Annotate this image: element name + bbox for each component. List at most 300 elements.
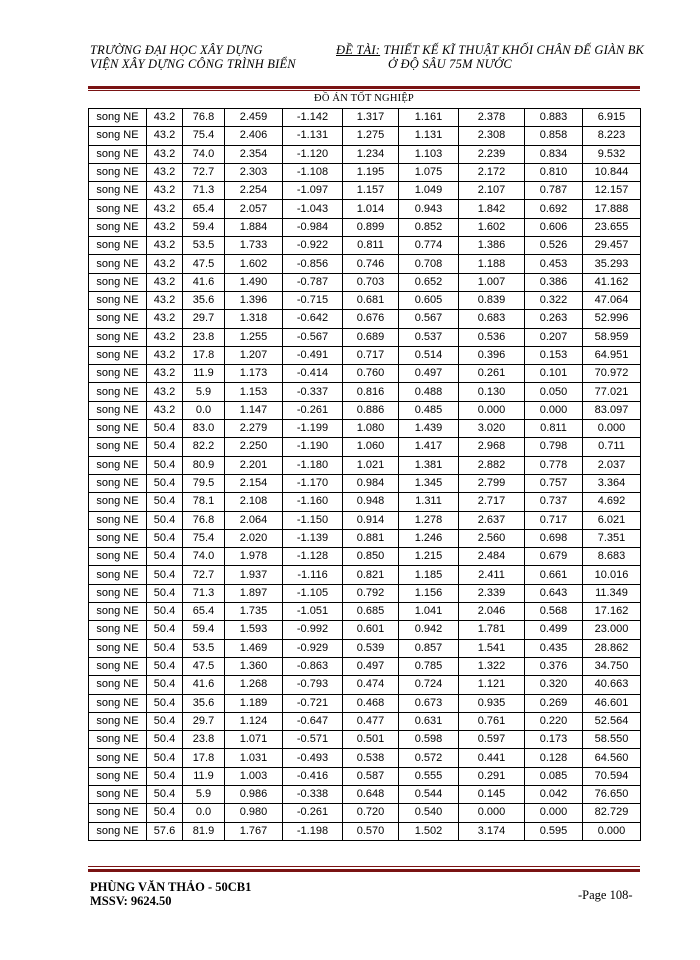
table-row	[89, 127, 641, 145]
table-cell: 0.980	[225, 804, 283, 822]
table-row	[89, 218, 641, 236]
table-cell: 0.544	[399, 785, 459, 803]
table-cell: 43.2	[147, 127, 183, 145]
table-cell: 0.042	[525, 785, 583, 803]
table-row	[89, 346, 641, 364]
table-cell: -1.199	[283, 420, 343, 438]
table-cell: 0.881	[343, 529, 399, 547]
table-cell: 0.526	[525, 237, 583, 255]
table-cell: 0.935	[459, 694, 525, 712]
table-cell: 2.406	[225, 127, 283, 145]
table-cell: 3.364	[583, 474, 641, 492]
table-cell: 43.2	[147, 346, 183, 364]
table-cell: -0.491	[283, 346, 343, 364]
table-cell: 50.4	[147, 639, 183, 657]
table-cell: 0.798	[525, 438, 583, 456]
table-cell: 0.717	[525, 511, 583, 529]
table-cell: 0.488	[399, 383, 459, 401]
footer-author-block	[90, 880, 251, 908]
table-row	[89, 804, 641, 822]
table-cell: 0.717	[343, 346, 399, 364]
table-cell: 0.685	[343, 603, 399, 621]
table-cell: 0.787	[525, 182, 583, 200]
table-cell: 1.842	[459, 200, 525, 218]
table-cell: 0.261	[459, 365, 525, 383]
table-cell: 1.311	[399, 493, 459, 511]
table-cell: -0.414	[283, 365, 343, 383]
table-cell: 0.497	[343, 657, 399, 675]
table-cell: 0.711	[583, 438, 641, 456]
table-cell: 0.263	[525, 310, 583, 328]
table-cell: 2.107	[459, 182, 525, 200]
table-cell: 0.538	[343, 749, 399, 767]
table-cell: song NE	[89, 365, 147, 383]
table-cell: 0.207	[525, 328, 583, 346]
table-cell: 23.000	[583, 621, 641, 639]
table-cell: 0.555	[399, 767, 459, 785]
table-cell: 0.648	[343, 785, 399, 803]
table-cell: -0.721	[283, 694, 343, 712]
table-cell: 0.597	[459, 731, 525, 749]
table-cell: 2.882	[459, 456, 525, 474]
table-cell: 0.269	[525, 694, 583, 712]
table-row	[89, 420, 641, 438]
table-row	[89, 200, 641, 218]
table-cell: 52.996	[583, 310, 641, 328]
table-cell: -1.105	[283, 584, 343, 602]
table-cell: 0.737	[525, 493, 583, 511]
header-divider-thin	[88, 90, 640, 91]
table-cell: 41.162	[583, 273, 641, 291]
table-cell: 0.376	[525, 657, 583, 675]
table-cell: 1.188	[459, 255, 525, 273]
table-cell: 2.279	[225, 420, 283, 438]
table-cell: 2.411	[459, 566, 525, 584]
table-cell: song NE	[89, 712, 147, 730]
table-cell: 43.2	[147, 310, 183, 328]
table-cell: 23.8	[183, 328, 225, 346]
page-number: -Page 108-	[578, 888, 633, 902]
table-row	[89, 566, 641, 584]
table-cell: 50.4	[147, 657, 183, 675]
table-cell: song NE	[89, 438, 147, 456]
table-cell: 9.532	[583, 145, 641, 163]
table-cell: 2.968	[459, 438, 525, 456]
table-cell: 0.474	[343, 676, 399, 694]
table-cell: 0.914	[343, 511, 399, 529]
table-cell: 50.4	[147, 731, 183, 749]
table-cell: 0.811	[343, 237, 399, 255]
table-cell: 50.4	[147, 529, 183, 547]
table-cell: song NE	[89, 145, 147, 163]
table-cell: 35.293	[583, 255, 641, 273]
table-cell: 1.733	[225, 237, 283, 255]
table-cell: 71.3	[183, 584, 225, 602]
table-cell: 0.396	[459, 346, 525, 364]
table-row	[89, 291, 641, 309]
table-cell: 43.2	[147, 237, 183, 255]
table-cell: 0.514	[399, 346, 459, 364]
table-cell: 0.948	[343, 493, 399, 511]
table-cell: 1.439	[399, 420, 459, 438]
table-cell: 2.037	[583, 456, 641, 474]
table-cell: 59.4	[183, 218, 225, 236]
table-cell: 65.4	[183, 603, 225, 621]
table-cell: 50.4	[147, 474, 183, 492]
table-cell: 17.8	[183, 749, 225, 767]
table-cell: 0.652	[399, 273, 459, 291]
table-cell: song NE	[89, 749, 147, 767]
table-cell: 0.000	[525, 401, 583, 419]
table-cell: 0.322	[525, 291, 583, 309]
table-cell: song NE	[89, 255, 147, 273]
table-cell: 0.676	[343, 310, 399, 328]
table-row	[89, 694, 641, 712]
table-cell: 0.643	[525, 584, 583, 602]
table-cell: 59.4	[183, 621, 225, 639]
table-cell: 0.692	[525, 200, 583, 218]
table-cell: 29.7	[183, 310, 225, 328]
table-cell: song NE	[89, 218, 147, 236]
table-cell: 1.157	[343, 182, 399, 200]
table-row	[89, 621, 641, 639]
table-cell: 72.7	[183, 163, 225, 181]
table-cell: 2.717	[459, 493, 525, 511]
table-cell: song NE	[89, 529, 147, 547]
table-cell: 65.4	[183, 200, 225, 218]
table-cell: song NE	[89, 676, 147, 694]
table-cell: song NE	[89, 328, 147, 346]
table-row	[89, 109, 641, 127]
table-cell: 1.322	[459, 657, 525, 675]
table-cell: 0.501	[343, 731, 399, 749]
table-cell: -1.139	[283, 529, 343, 547]
topic-title-line2: Ở ĐỘ SÂU 75M NƯỚC	[388, 57, 512, 71]
table-cell: 0.386	[525, 273, 583, 291]
table-cell: -1.108	[283, 163, 343, 181]
table-cell: 0.537	[399, 328, 459, 346]
table-cell: 10.016	[583, 566, 641, 584]
table-cell: song NE	[89, 163, 147, 181]
table-cell: 43.2	[147, 163, 183, 181]
table-cell: 0.858	[525, 127, 583, 145]
table-cell: 1.103	[399, 145, 459, 163]
table-cell: song NE	[89, 694, 147, 712]
table-cell: -0.493	[283, 749, 343, 767]
table-cell: 0.568	[525, 603, 583, 621]
table-cell: 1.897	[225, 584, 283, 602]
table-cell: 0.785	[399, 657, 459, 675]
table-cell: 53.5	[183, 639, 225, 657]
table-cell: 83.097	[583, 401, 641, 419]
table-row	[89, 749, 641, 767]
table-cell: 50.4	[147, 584, 183, 602]
table-cell: 0.435	[525, 639, 583, 657]
table-cell: -1.180	[283, 456, 343, 474]
school-header	[90, 43, 296, 71]
table-cell: 43.2	[147, 401, 183, 419]
table-cell: 83.0	[183, 420, 225, 438]
student-id: MSSV: 9624.50	[90, 894, 172, 908]
table-cell: 0.499	[525, 621, 583, 639]
table-cell: 0.536	[459, 328, 525, 346]
table-cell: 41.6	[183, 273, 225, 291]
table-cell: 0.570	[343, 822, 399, 840]
table-cell: song NE	[89, 493, 147, 511]
table-cell: 1.937	[225, 566, 283, 584]
table-cell: 8.683	[583, 548, 641, 566]
table-cell: song NE	[89, 621, 147, 639]
table-cell: 0.661	[525, 566, 583, 584]
table-cell: 0.050	[525, 383, 583, 401]
table-cell: 64.560	[583, 749, 641, 767]
table-cell: -1.190	[283, 438, 343, 456]
footer-divider	[88, 869, 640, 872]
table-cell: 0.746	[343, 255, 399, 273]
document-title: ĐỒ ÁN TỐT NGHIỆP	[314, 93, 414, 104]
table-cell: 0.128	[525, 749, 583, 767]
table-row	[89, 767, 641, 785]
table-cell: 50.4	[147, 804, 183, 822]
table-cell: 41.6	[183, 676, 225, 694]
table-cell: 2.064	[225, 511, 283, 529]
table-cell: 80.9	[183, 456, 225, 474]
table-row	[89, 603, 641, 621]
table-cell: 1.215	[399, 548, 459, 566]
table-cell: 1.147	[225, 401, 283, 419]
table-cell: -0.416	[283, 767, 343, 785]
table-cell: 1.246	[399, 529, 459, 547]
table-cell: -1.043	[283, 200, 343, 218]
table-cell: 77.021	[583, 383, 641, 401]
table-cell: 1.060	[343, 438, 399, 456]
table-cell: 58.550	[583, 731, 641, 749]
table-cell: 2.046	[459, 603, 525, 621]
table-cell: -0.922	[283, 237, 343, 255]
table-cell: 0.572	[399, 749, 459, 767]
table-cell: 0.468	[343, 694, 399, 712]
table-cell: 1.031	[225, 749, 283, 767]
table-cell: 0.708	[399, 255, 459, 273]
table-row	[89, 548, 641, 566]
table-cell: 70.972	[583, 365, 641, 383]
table-row	[89, 785, 641, 803]
table-cell: 11.9	[183, 365, 225, 383]
table-cell: song NE	[89, 310, 147, 328]
table-cell: song NE	[89, 511, 147, 529]
table-cell: -1.120	[283, 145, 343, 163]
table-cell: song NE	[89, 603, 147, 621]
table-cell: 0.220	[525, 712, 583, 730]
table-row	[89, 731, 641, 749]
topic-header	[336, 43, 644, 71]
table-cell: 0.000	[525, 804, 583, 822]
table-cell: 50.4	[147, 456, 183, 474]
table-cell: 1.781	[459, 621, 525, 639]
table-cell: 0.145	[459, 785, 525, 803]
table-cell: 40.663	[583, 676, 641, 694]
header-divider	[88, 86, 640, 89]
table-cell: 53.5	[183, 237, 225, 255]
table-cell: 12.157	[583, 182, 641, 200]
table-cell: -0.787	[283, 273, 343, 291]
table-cell: -0.337	[283, 383, 343, 401]
table-cell: 0.441	[459, 749, 525, 767]
table-cell: 0.834	[525, 145, 583, 163]
table-row	[89, 474, 641, 492]
table-cell: song NE	[89, 548, 147, 566]
table-cell: -1.116	[283, 566, 343, 584]
table-cell: 78.1	[183, 493, 225, 511]
table-cell: 3.020	[459, 420, 525, 438]
table-cell: 75.4	[183, 127, 225, 145]
table-cell: 43.2	[147, 145, 183, 163]
table-cell: 0.816	[343, 383, 399, 401]
table-cell: 35.6	[183, 291, 225, 309]
author-name: PHÙNG VĂN THẢO - 50CB1	[90, 880, 252, 894]
table-cell: 1.153	[225, 383, 283, 401]
table-cell: 50.4	[147, 676, 183, 694]
table-cell: 1.767	[225, 822, 283, 840]
table-cell: 2.637	[459, 511, 525, 529]
table-cell: 1.071	[225, 731, 283, 749]
table-cell: 1.502	[399, 822, 459, 840]
table-cell: 74.0	[183, 548, 225, 566]
table-cell: 2.799	[459, 474, 525, 492]
table-cell: 7.351	[583, 529, 641, 547]
table-cell: 29.7	[183, 712, 225, 730]
table-cell: 0.000	[583, 420, 641, 438]
table-cell: 1.275	[343, 127, 399, 145]
table-row	[89, 182, 641, 200]
table-cell: 1.021	[343, 456, 399, 474]
table-cell: 0.724	[399, 676, 459, 694]
table-cell: 43.2	[147, 365, 183, 383]
table-cell: 1.189	[225, 694, 283, 712]
table-cell: 0.0	[183, 804, 225, 822]
table-cell: 10.844	[583, 163, 641, 181]
table-cell: song NE	[89, 804, 147, 822]
table-cell: 5.9	[183, 785, 225, 803]
table-cell: 1.014	[343, 200, 399, 218]
table-cell: 81.9	[183, 822, 225, 840]
table-row	[89, 529, 641, 547]
table-cell: 50.4	[147, 712, 183, 730]
table-cell: 11.349	[583, 584, 641, 602]
data-table	[88, 108, 641, 841]
table-cell: -0.992	[283, 621, 343, 639]
table-cell: -0.567	[283, 328, 343, 346]
table-cell: 76.650	[583, 785, 641, 803]
table-cell: 0.857	[399, 639, 459, 657]
table-cell: 0.821	[343, 566, 399, 584]
table-cell: 43.2	[147, 182, 183, 200]
table-row	[89, 438, 641, 456]
table-cell: 0.774	[399, 237, 459, 255]
table-cell: 43.2	[147, 109, 183, 127]
table-cell: 50.4	[147, 548, 183, 566]
table-cell: 1.318	[225, 310, 283, 328]
table-cell: 43.2	[147, 200, 183, 218]
table-cell: -0.338	[283, 785, 343, 803]
table-cell: 2.560	[459, 529, 525, 547]
table-cell: 1.541	[459, 639, 525, 657]
table-cell: 50.4	[147, 438, 183, 456]
table-cell: 1.469	[225, 639, 283, 657]
table-cell: 2.354	[225, 145, 283, 163]
table-cell: 1.381	[399, 456, 459, 474]
table-cell: -1.051	[283, 603, 343, 621]
table-cell: 0.986	[225, 785, 283, 803]
table-cell: 0.984	[343, 474, 399, 492]
table-row	[89, 310, 641, 328]
table-cell: 50.4	[147, 767, 183, 785]
table-cell: 50.4	[147, 566, 183, 584]
table-cell: 1.049	[399, 182, 459, 200]
topic-title-line1: THIẾT KẾ KĨ THUẬT KHỐI CHÂN ĐẾ GIÀN BK	[383, 43, 645, 57]
table-cell: 57.6	[147, 822, 183, 840]
table-cell: 0.085	[525, 767, 583, 785]
table-cell: 1.396	[225, 291, 283, 309]
table-row	[89, 401, 641, 419]
table-cell: -0.642	[283, 310, 343, 328]
table-cell: 0.173	[525, 731, 583, 749]
table-cell: song NE	[89, 182, 147, 200]
table-cell: 11.9	[183, 767, 225, 785]
table-cell: 0.698	[525, 529, 583, 547]
table-cell: 43.2	[147, 383, 183, 401]
table-cell: 2.154	[225, 474, 283, 492]
table-cell: song NE	[89, 346, 147, 364]
table-cell: 1.185	[399, 566, 459, 584]
table-cell: -1.128	[283, 548, 343, 566]
table-cell: -1.131	[283, 127, 343, 145]
table-cell: 0.810	[525, 163, 583, 181]
table-cell: 0.631	[399, 712, 459, 730]
table-cell: 5.9	[183, 383, 225, 401]
table-cell: song NE	[89, 767, 147, 785]
table-cell: 50.4	[147, 493, 183, 511]
table-cell: 0.703	[343, 273, 399, 291]
table-cell: -0.261	[283, 401, 343, 419]
table-cell: 64.951	[583, 346, 641, 364]
table-cell: 0.761	[459, 712, 525, 730]
table-cell: 0.683	[459, 310, 525, 328]
table-cell: 1.490	[225, 273, 283, 291]
table-cell: 70.594	[583, 767, 641, 785]
table-cell: 75.4	[183, 529, 225, 547]
table-cell: song NE	[89, 731, 147, 749]
table-cell: 2.108	[225, 493, 283, 511]
table-cell: 2.172	[459, 163, 525, 181]
table-row	[89, 145, 641, 163]
table-cell: -1.160	[283, 493, 343, 511]
table-cell: 0.0	[183, 401, 225, 419]
table-cell: 4.692	[583, 493, 641, 511]
table-cell: song NE	[89, 200, 147, 218]
table-cell: -0.261	[283, 804, 343, 822]
table-cell: 1.131	[399, 127, 459, 145]
table-cell: 2.339	[459, 584, 525, 602]
table-cell: 1.173	[225, 365, 283, 383]
table-cell: 0.000	[583, 822, 641, 840]
table-cell: 50.4	[147, 694, 183, 712]
table-cell: 82.2	[183, 438, 225, 456]
table-cell: 0.130	[459, 383, 525, 401]
table-cell: 0.852	[399, 218, 459, 236]
table-cell: 76.8	[183, 109, 225, 127]
table-row	[89, 365, 641, 383]
